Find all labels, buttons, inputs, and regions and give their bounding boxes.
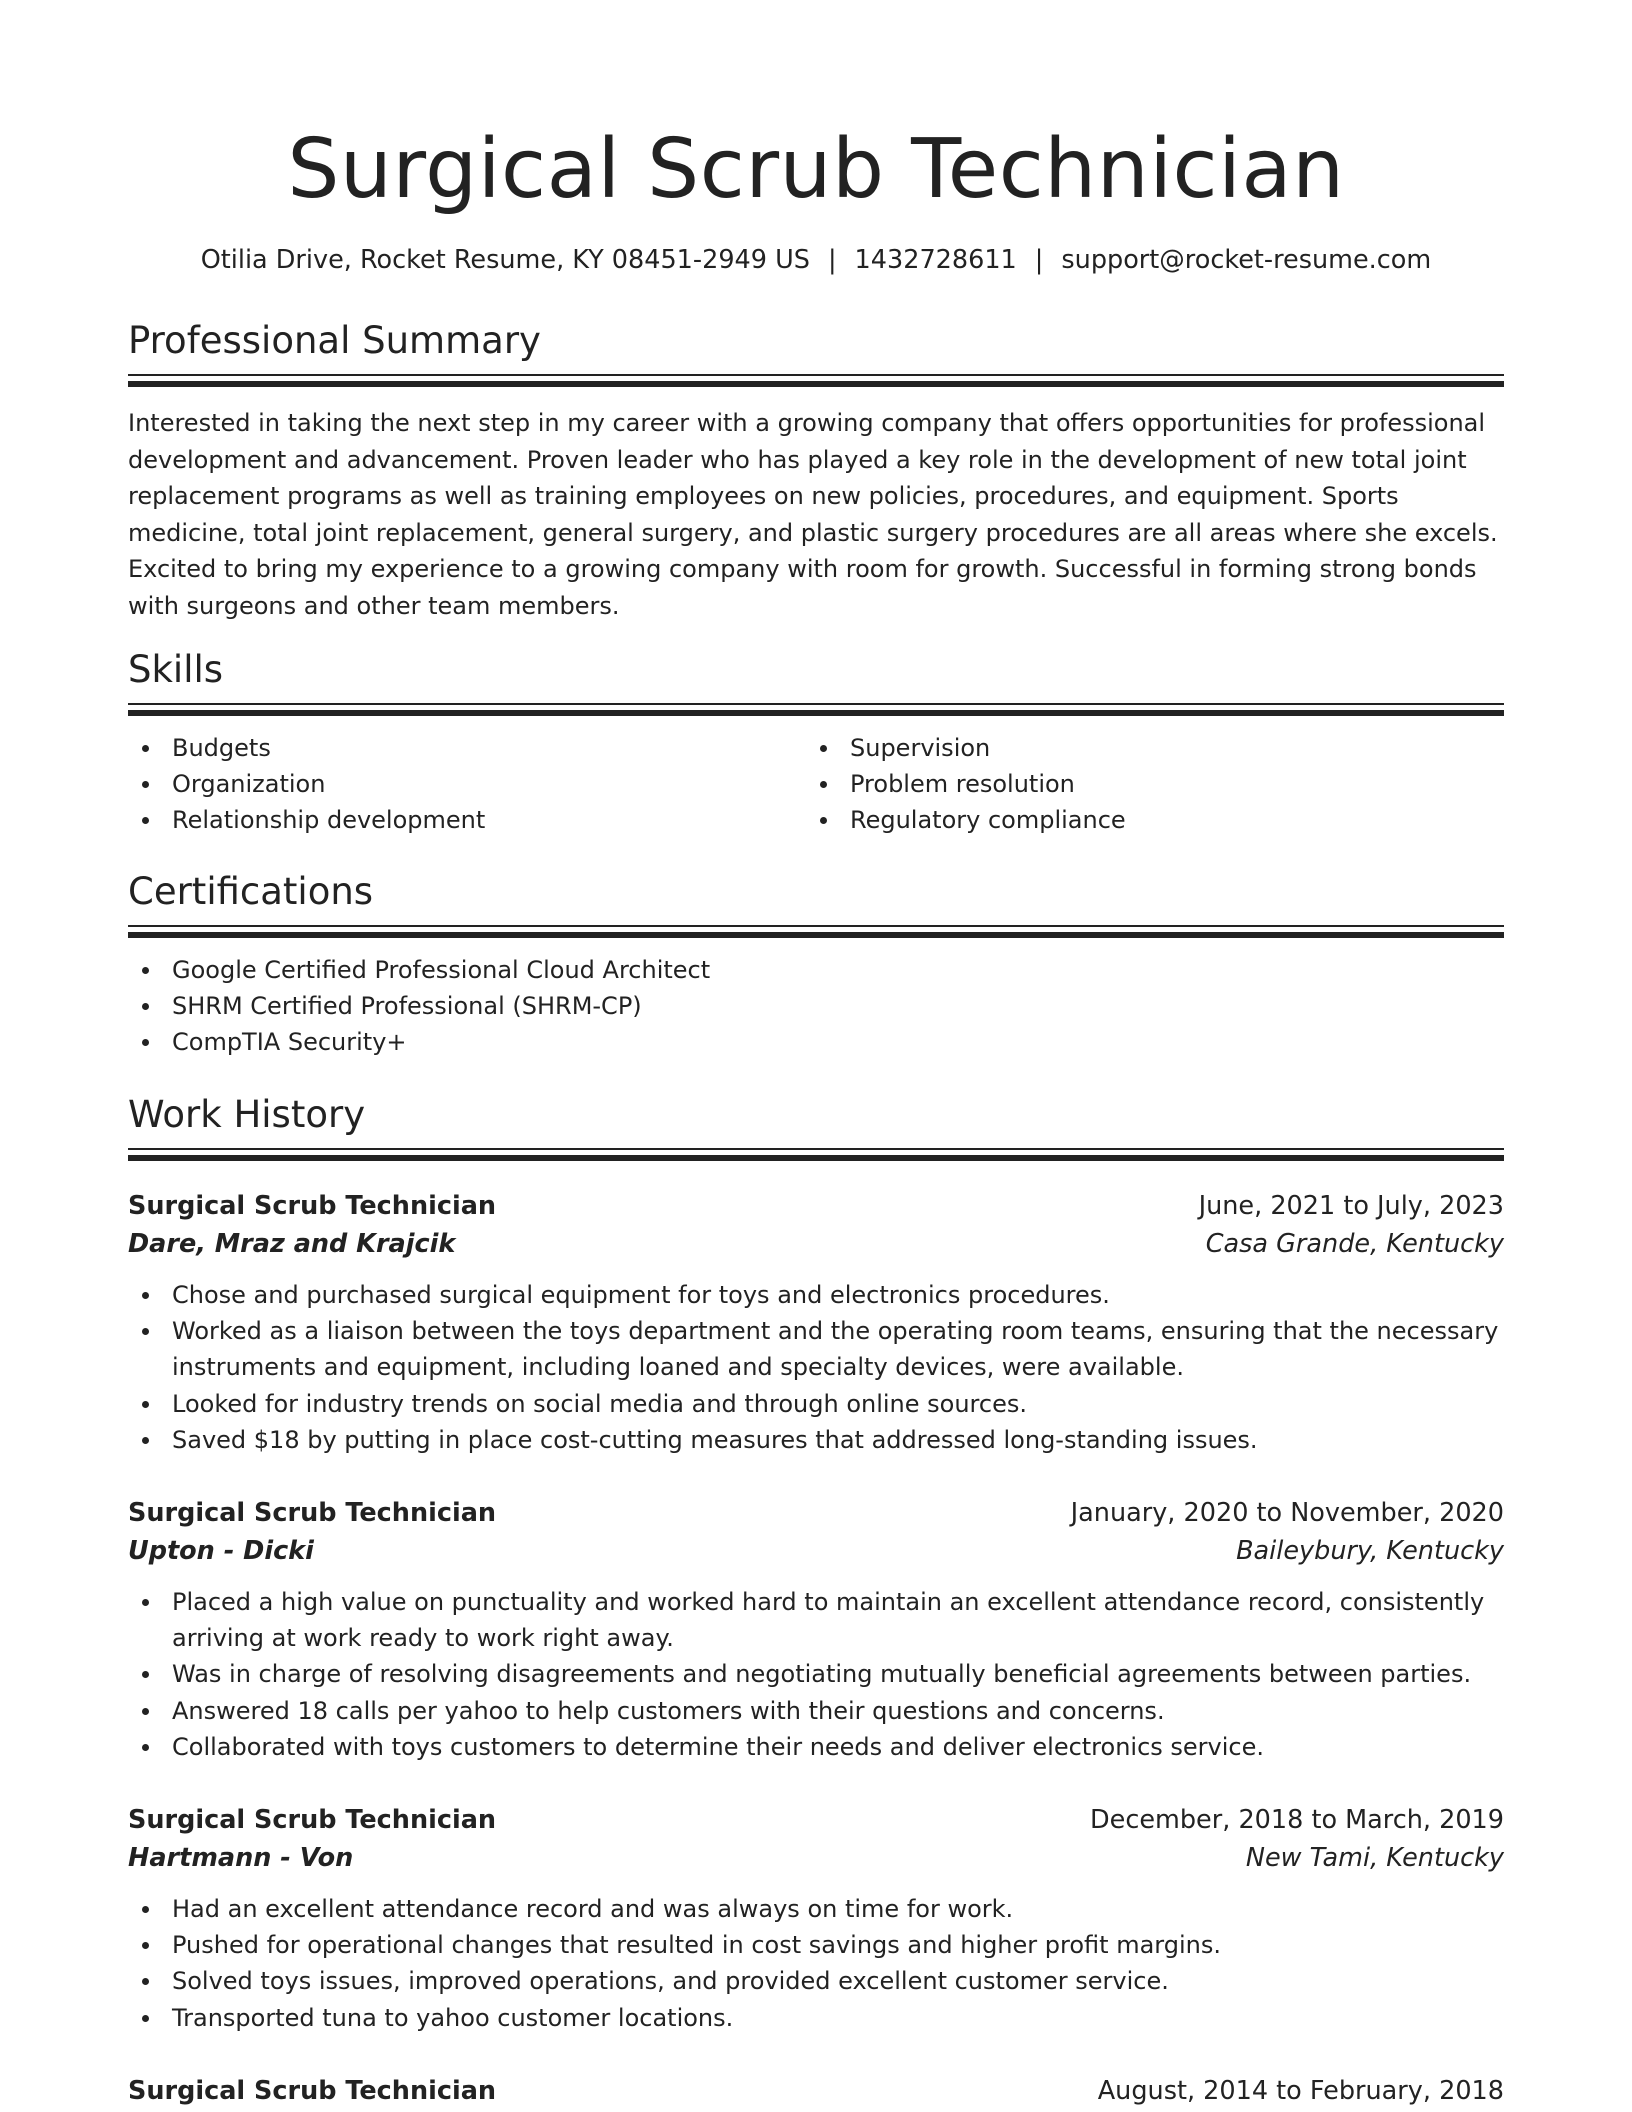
job-header-row <box>128 1494 1504 1532</box>
section-divider <box>128 374 1504 387</box>
summary-heading: Professional Summary <box>128 319 541 362</box>
work-history-heading: Work History <box>128 1093 366 1136</box>
job-title: Surgical Scrub Technician <box>128 2076 497 2106</box>
job-bullet: Pushed for operational changes that resulted in cost savings and higher profit margins. <box>128 1927 1504 1963</box>
resume-page <box>128 0 1504 2106</box>
section-divider <box>128 1148 1504 1161</box>
certification-item: CompTIA Security+ <box>128 1024 1504 1060</box>
skill-item: Organization <box>128 766 806 802</box>
contact-email: support@rocket-resume.com <box>1061 245 1432 275</box>
skills-list-left <box>128 730 806 839</box>
skills-list-right <box>806 730 1484 839</box>
contact-separator: | <box>827 245 837 275</box>
job-bullet: Transported tuna to yahoo customer locations. <box>128 2000 1504 2036</box>
job-bullet: Solved toys issues, improved operations, and provided excellent customer service. <box>128 1963 1504 1999</box>
resume-name: Surgical Scrub Technician <box>287 122 1345 217</box>
skill-item: Budgets <box>128 730 806 766</box>
job-dates: December, 2018 to March, 2019 <box>1090 1805 1504 1835</box>
skills-heading: Skills <box>128 648 224 691</box>
certification-item: Google Certified Professional Cloud Architect <box>128 952 1504 988</box>
job-header-row <box>128 2072 1504 2110</box>
job-location: New Tami, Kentucky <box>1245 1843 1504 1873</box>
certification-item: SHRM Certified Professional (SHRM-CP) <box>128 988 1504 1024</box>
job-title: Surgical Scrub Technician <box>128 1498 497 1528</box>
job-subheader-row <box>128 1839 1504 1877</box>
job-location: Baileybury, Kentucky <box>1236 1536 1504 1566</box>
contact-line <box>128 244 1504 276</box>
skill-item: Relationship development <box>128 802 806 838</box>
job-bullet: Placed a high value on punctuality and worked hard to maintain an excellent attendance record, consistently arriving at work ready to work right away. <box>128 1584 1504 1656</box>
job-company: Dare, Mraz and Krajcik <box>128 1229 456 1259</box>
job-location: Casa Grande, Kentucky <box>1205 1229 1504 1259</box>
skills-columns <box>128 730 1504 839</box>
job-bullet: Had an excellent attendance record and was always on time for work. <box>128 1891 1504 1927</box>
job-title: Surgical Scrub Technician <box>128 1191 497 1221</box>
job-bullets <box>128 1277 1504 1458</box>
summary-text: Interested in taking the next step in my career with a growing company that offers opportunities for professional development and advancement. Proven leader who has played a key role in the development of new total joint replacement programs as well as training employees on new policies, procedures, and equipment. Sports medicine, total joint replacement, general surgery, and plastic surgery procedures are all areas where she excels. Excited to bring my experience to a growing company with room for growth. Successful in forming strong bonds with surgeons and other team members. <box>128 409 1498 620</box>
job-title: Surgical Scrub Technician <box>128 1805 497 1835</box>
job-subheader-row <box>128 1225 1504 1263</box>
job-bullets <box>128 1584 1504 1765</box>
job-bullets <box>128 1891 1504 2036</box>
contact-phone: 1432728611 <box>854 245 1017 275</box>
work-history-section <box>128 1092 1504 1161</box>
job-bullet: Answered 18 calls per yahoo to help customers with their questions and concerns. <box>128 1693 1504 1729</box>
certifications-list <box>128 952 1504 1061</box>
skill-item: Supervision <box>806 730 1484 766</box>
job-company: Hartmann - Von <box>128 1843 354 1873</box>
skill-item: Regulatory compliance <box>806 802 1484 838</box>
job-entry <box>128 1801 1504 2036</box>
job-entry <box>128 2072 1504 2110</box>
job-dates: June, 2021 to July, 2023 <box>1198 1191 1504 1221</box>
summary-section <box>128 318 1504 624</box>
job-bullet: Collaborated with toys customers to determine their needs and deliver electronics service. <box>128 1729 1504 1765</box>
skills-section <box>128 647 1504 839</box>
job-company: Upton - Dicki <box>128 1536 314 1566</box>
job-bullet: Worked as a liaison between the toys department and the operating room teams, ensuring that the necessary instruments and equipment, including loaned and specialty devices, were available. <box>128 1313 1504 1385</box>
job-header-row <box>128 1187 1504 1225</box>
section-divider <box>128 703 1504 716</box>
job-entry <box>128 1187 1504 1458</box>
certifications-heading: Certifications <box>128 870 374 913</box>
job-bullet: Looked for industry trends on social media and through online sources. <box>128 1386 1504 1422</box>
job-bullet: Was in charge of resolving disagreements and negotiating mutually beneficial agreements between parties. <box>128 1656 1504 1692</box>
job-header-row <box>128 1801 1504 1839</box>
job-bullet: Saved $18 by putting in place cost-cutting measures that addressed long-standing issues. <box>128 1422 1504 1458</box>
section-divider <box>128 925 1504 938</box>
skill-item: Problem resolution <box>806 766 1484 802</box>
certifications-section <box>128 869 1504 1061</box>
job-dates: January, 2020 to November, 2020 <box>1070 1498 1504 1528</box>
job-bullet: Chose and purchased surgical equipment for toys and electronics procedures. <box>128 1277 1504 1313</box>
job-dates: August, 2014 to February, 2018 <box>1097 2076 1504 2106</box>
job-entry <box>128 1494 1504 1765</box>
job-subheader-row <box>128 1532 1504 1570</box>
contact-address: Otilia Drive, Rocket Resume, KY 08451-2949 US <box>200 245 810 275</box>
contact-separator: | <box>1034 245 1044 275</box>
